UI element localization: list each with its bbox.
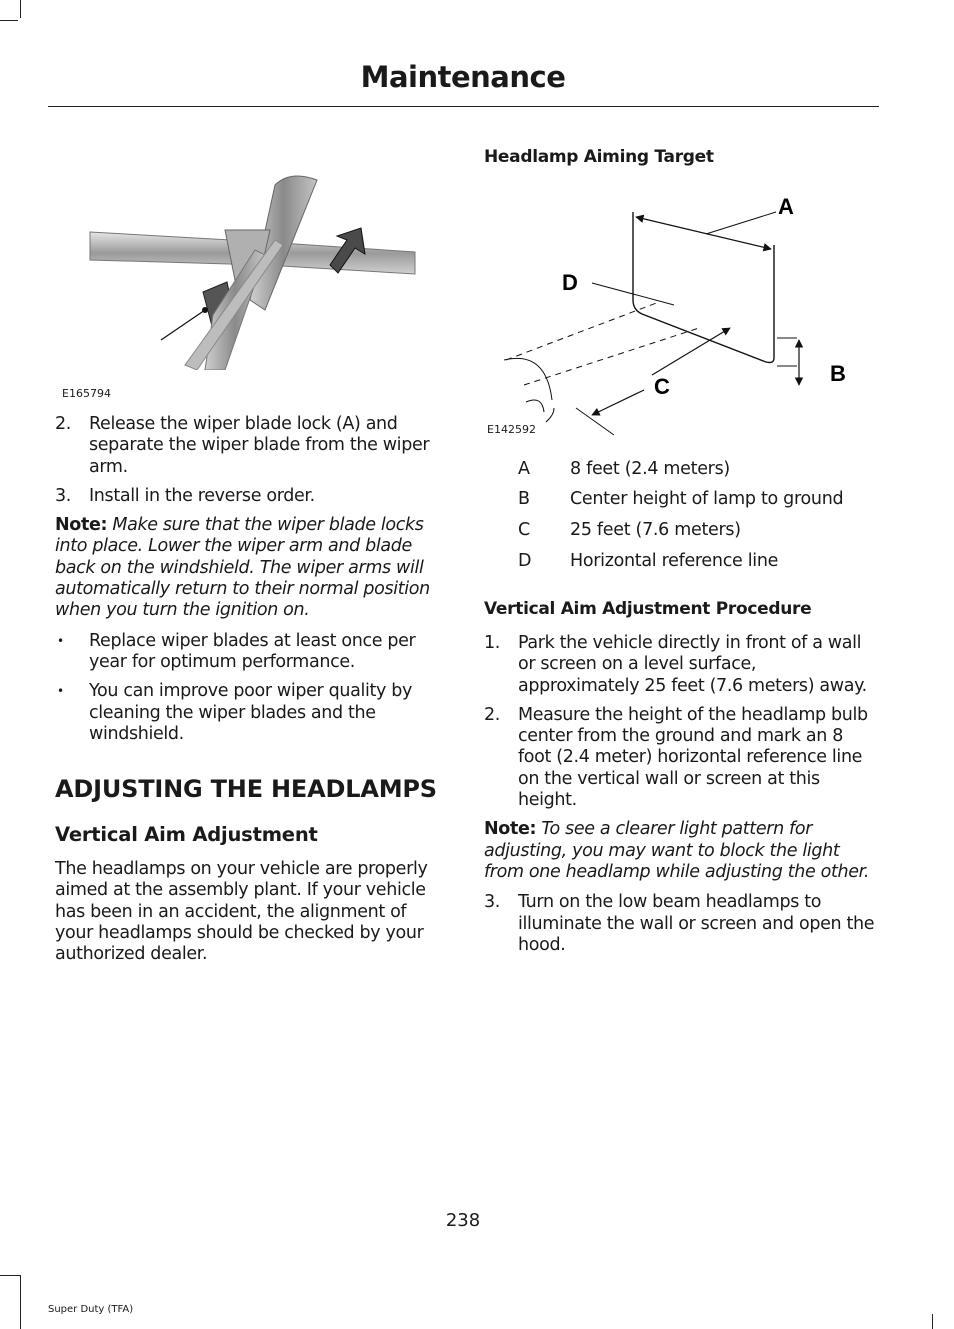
subheading: Vertical Aim Adjustment bbox=[55, 823, 318, 847]
note bbox=[484, 819, 876, 883]
diagram-label-a: A bbox=[778, 194, 794, 219]
bullet-text: Replace wiper blades at least once per year for optimum performance. bbox=[89, 630, 416, 672]
figure-heading: Headlamp Aiming Target bbox=[484, 147, 714, 167]
note-label: Note: bbox=[55, 515, 108, 536]
bullet-item bbox=[55, 681, 447, 745]
legend-key: D bbox=[518, 551, 532, 571]
step-text: Park the vehicle directly in front of a wall or screen on a level surface, approximately 25 feet (7.6 meters) away. bbox=[518, 633, 867, 696]
step-number: 2. bbox=[484, 704, 500, 725]
bullet-item bbox=[55, 631, 447, 674]
step-text: Release the wiper blade lock (A) and separate the wiper blade from the wiper arm. bbox=[89, 414, 430, 477]
step-text: Install in the reverse order. bbox=[89, 485, 315, 506]
legend-value: 8 feet (2.4 meters) bbox=[570, 459, 730, 479]
diagram-label-c: C bbox=[654, 374, 670, 399]
step-number: 3. bbox=[55, 485, 71, 506]
page-title: Maintenance bbox=[360, 60, 566, 94]
legend-key: A bbox=[518, 459, 530, 479]
crop-mark bbox=[0, 1275, 20, 1276]
legend-value: 25 feet (7.6 meters) bbox=[570, 520, 741, 540]
step-text: Turn on the low beam headlamps to illuminate the wall or screen and open the hood. bbox=[518, 892, 875, 955]
crop-mark bbox=[20, 1275, 21, 1329]
bullet-mark: • bbox=[57, 684, 64, 699]
page-number: 238 bbox=[445, 1210, 481, 1231]
headlamp-aiming-diagram bbox=[484, 190, 874, 440]
legend-key: B bbox=[518, 489, 530, 509]
step-text: Measure the height of the headlamp bulb center from the ground and mark an 8 foot (2.4 meter) horizontal reference line on the vertical wall or screen at this height. bbox=[518, 704, 868, 811]
legend-value: Center height of lamp to ground bbox=[570, 489, 844, 509]
body-paragraph: The headlamps on your vehicle are properly aimed at the assembly plant. If your vehicle has been in an accident, the alignment of your headlamps should be checked by your authorized dealer. bbox=[55, 859, 428, 965]
bullet-mark: • bbox=[57, 633, 64, 648]
note-text: Make sure that the wiper blade locks into place. Lower the wiper arm and blade back on the windshield. The wiper arms will automatically return to their normal position when you turn the ignition on. bbox=[55, 515, 430, 621]
step-number: 2. bbox=[55, 414, 71, 434]
wiper-blade-illustration bbox=[85, 170, 420, 370]
title-divider bbox=[48, 106, 879, 107]
list-item bbox=[484, 633, 876, 697]
note-text: To see a clearer light pattern for adjusting, you may want to block the light from one headlamp while adjusting the other. bbox=[484, 819, 870, 882]
footer-document-name: Super Duty (TFA) bbox=[48, 1304, 134, 1315]
figure-code: E142592 bbox=[487, 423, 536, 436]
right-column bbox=[484, 599, 876, 964]
bullet-text: You can improve poor wiper quality by cleaning the wiper blades and the windshield. bbox=[89, 681, 412, 744]
note-label: Note: bbox=[484, 819, 537, 840]
legend-value: Horizontal reference line bbox=[570, 551, 779, 571]
crop-mark bbox=[932, 1314, 933, 1329]
list-item bbox=[55, 486, 447, 507]
list-item bbox=[484, 892, 876, 956]
crop-mark bbox=[0, 20, 18, 21]
figure-code: E165794 bbox=[62, 387, 111, 400]
list-item bbox=[484, 705, 876, 811]
section-heading: ADJUSTING THE HEADLAMPS bbox=[55, 775, 437, 804]
diagram-label-d: D bbox=[562, 270, 578, 295]
left-column bbox=[55, 414, 447, 966]
diagram-label-b: B bbox=[830, 361, 846, 386]
crop-mark bbox=[20, 0, 21, 18]
note bbox=[55, 515, 447, 621]
legend-key: C bbox=[518, 520, 530, 540]
list-item bbox=[55, 414, 447, 478]
procedure-heading: Vertical Aim Adjustment Procedure bbox=[484, 599, 812, 619]
step-number: 3. bbox=[484, 892, 500, 913]
step-number: 1. bbox=[484, 633, 500, 653]
